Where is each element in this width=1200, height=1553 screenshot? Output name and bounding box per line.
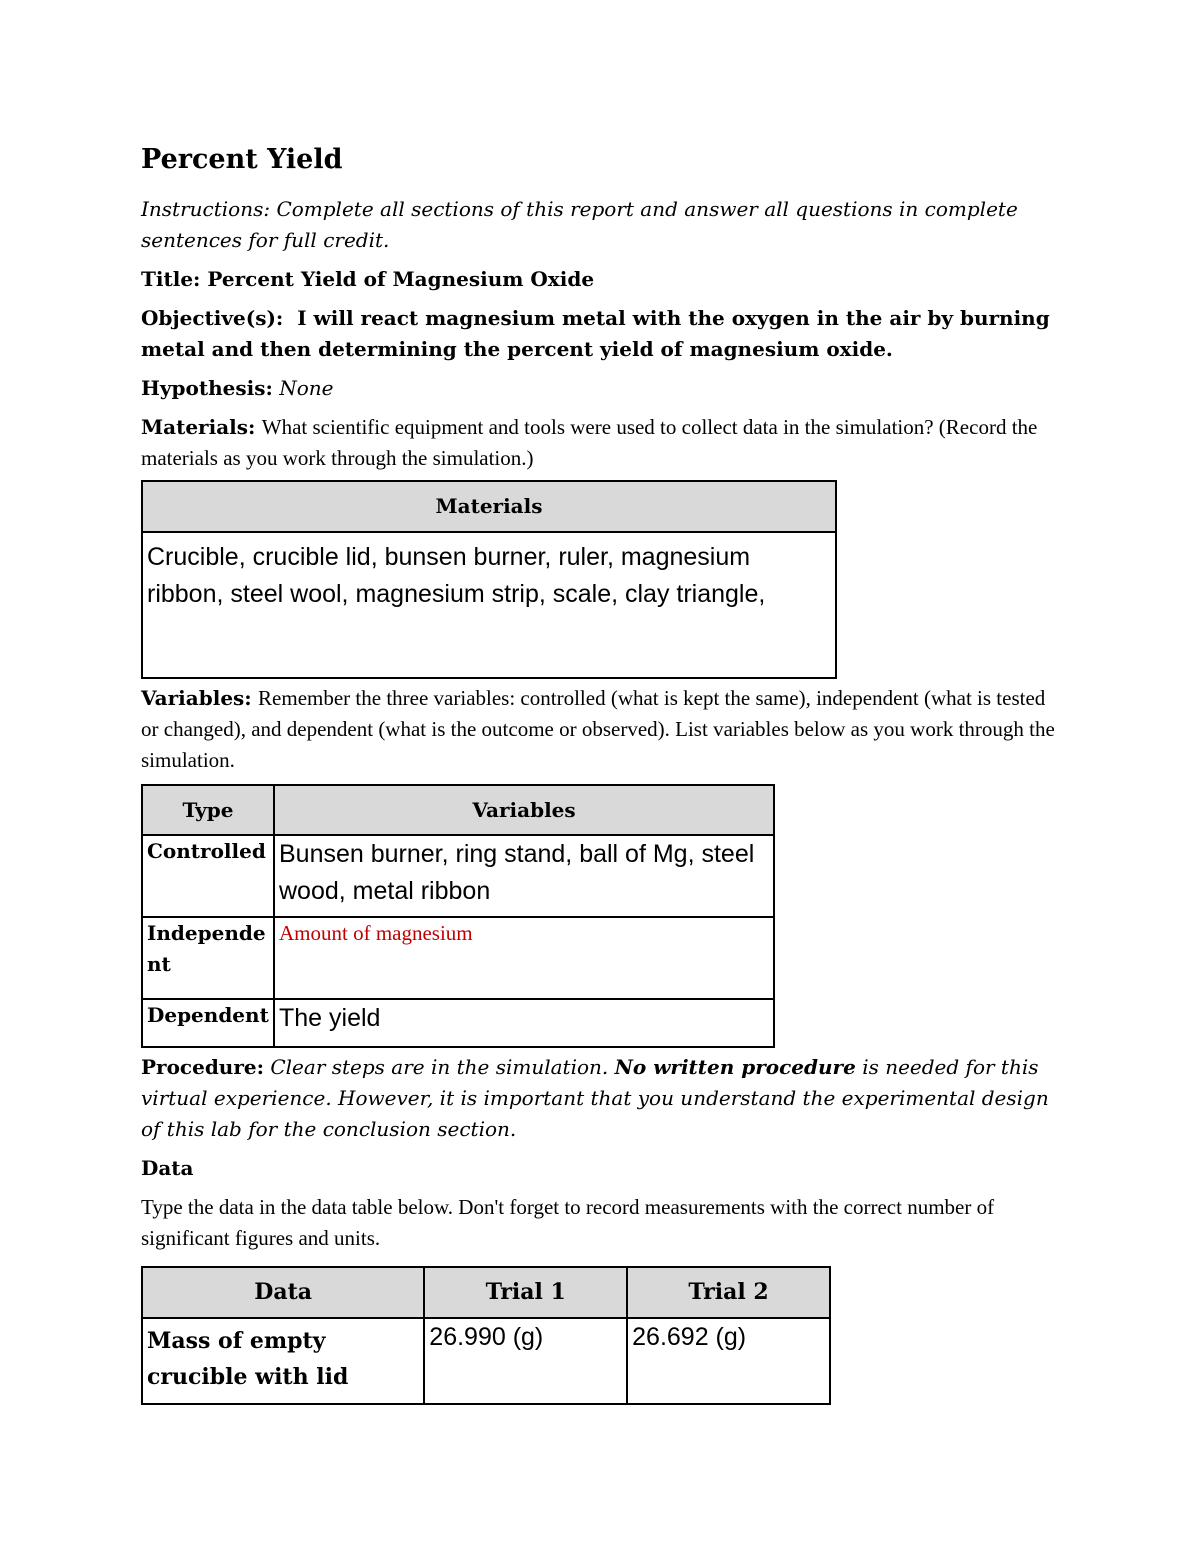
procedure-line	[141, 1052, 1061, 1145]
data-header-trial2: Trial 2	[627, 1267, 830, 1318]
materials-table-header: Materials	[142, 481, 836, 532]
data-header-trial1: Trial 1	[424, 1267, 627, 1318]
materials-answer-cell[interactable]: Crucible, crucible lid, bunsen burner, ruler, magnesium ribbon, steel wool, magnesium strip, scale, clay triangle,	[142, 532, 836, 678]
variables-prompt: Remember the three variables: controlled (what is kept the same), independent (what is tested or changed), and dependent (what is the outcome or observed). List variables below as you work through the simulation.	[141, 686, 1055, 772]
variable-type-cell: Controlled	[142, 835, 274, 917]
table-row	[142, 835, 774, 917]
report-title-value: Percent Yield of Magnesium Oxide	[207, 267, 595, 291]
variables-line	[141, 683, 1061, 776]
report-title-label: Title:	[141, 267, 201, 291]
objective-line	[141, 303, 1061, 365]
materials-line	[141, 412, 1061, 474]
variables-header-type: Type	[142, 785, 274, 835]
hypothesis-label: Hypothesis:	[141, 376, 273, 400]
trial1-value-cell[interactable]: 26.990 (g)	[424, 1318, 627, 1404]
variable-value-cell[interactable]: Amount of magnesium	[274, 917, 774, 999]
variables-label: Variables:	[141, 686, 252, 710]
data-heading: Data	[141, 1156, 194, 1180]
procedure-label: Procedure:	[141, 1055, 264, 1079]
table-row	[142, 917, 774, 999]
page-title: Percent Yield	[141, 144, 343, 175]
procedure-text-2: is needed for this virtual experience. However, it is important that you understand the experimental design of this lab for the conclusion section.	[141, 1055, 1049, 1141]
data-table	[141, 1266, 831, 1405]
variable-type-cell: Dependent	[142, 999, 274, 1047]
materials-prompt: What scientific equipment and tools were used to collect data in the simulation? (Record the materials as you work through the simulation.)	[141, 415, 1038, 470]
variables-table	[141, 784, 775, 1048]
materials-label: Materials:	[141, 415, 256, 439]
variable-type-cell: Independent	[142, 917, 274, 999]
hypothesis-line	[141, 373, 1061, 404]
table-row	[142, 1318, 830, 1404]
procedure-bold-text: No written procedure	[614, 1055, 856, 1079]
hypothesis-value: None	[279, 376, 334, 400]
data-prompt: Type the data in the data table below. Don't forget to record measurements with the correct number of significant figures and units.	[141, 1195, 995, 1250]
variable-value-cell[interactable]: Bunsen burner, ring stand, ball of Mg, steel wood, metal ribbon	[274, 835, 774, 917]
report-title-line	[141, 264, 1061, 295]
materials-table	[141, 480, 837, 679]
document-page	[141, 140, 1061, 1405]
objective-value: I will react magnesium metal with the oxygen in the air by burning metal and then determining the percent yield of magnesium oxide.	[141, 306, 1050, 361]
data-header-data: Data	[142, 1267, 424, 1318]
table-row	[142, 999, 774, 1047]
instructions-text: Instructions: Complete all sections of this report and answer all questions in complete sentences for full credit.	[141, 197, 1018, 252]
variable-value-cell[interactable]: The yield	[274, 999, 774, 1047]
variables-header-variables: Variables	[274, 785, 774, 835]
objective-label: Objective(s):	[141, 306, 284, 330]
trial2-value-cell[interactable]: 26.692 (g)	[627, 1318, 830, 1404]
procedure-text-1: Clear steps are in the simulation.	[270, 1055, 609, 1079]
data-row-label: Mass of empty crucible with lid	[142, 1318, 424, 1404]
